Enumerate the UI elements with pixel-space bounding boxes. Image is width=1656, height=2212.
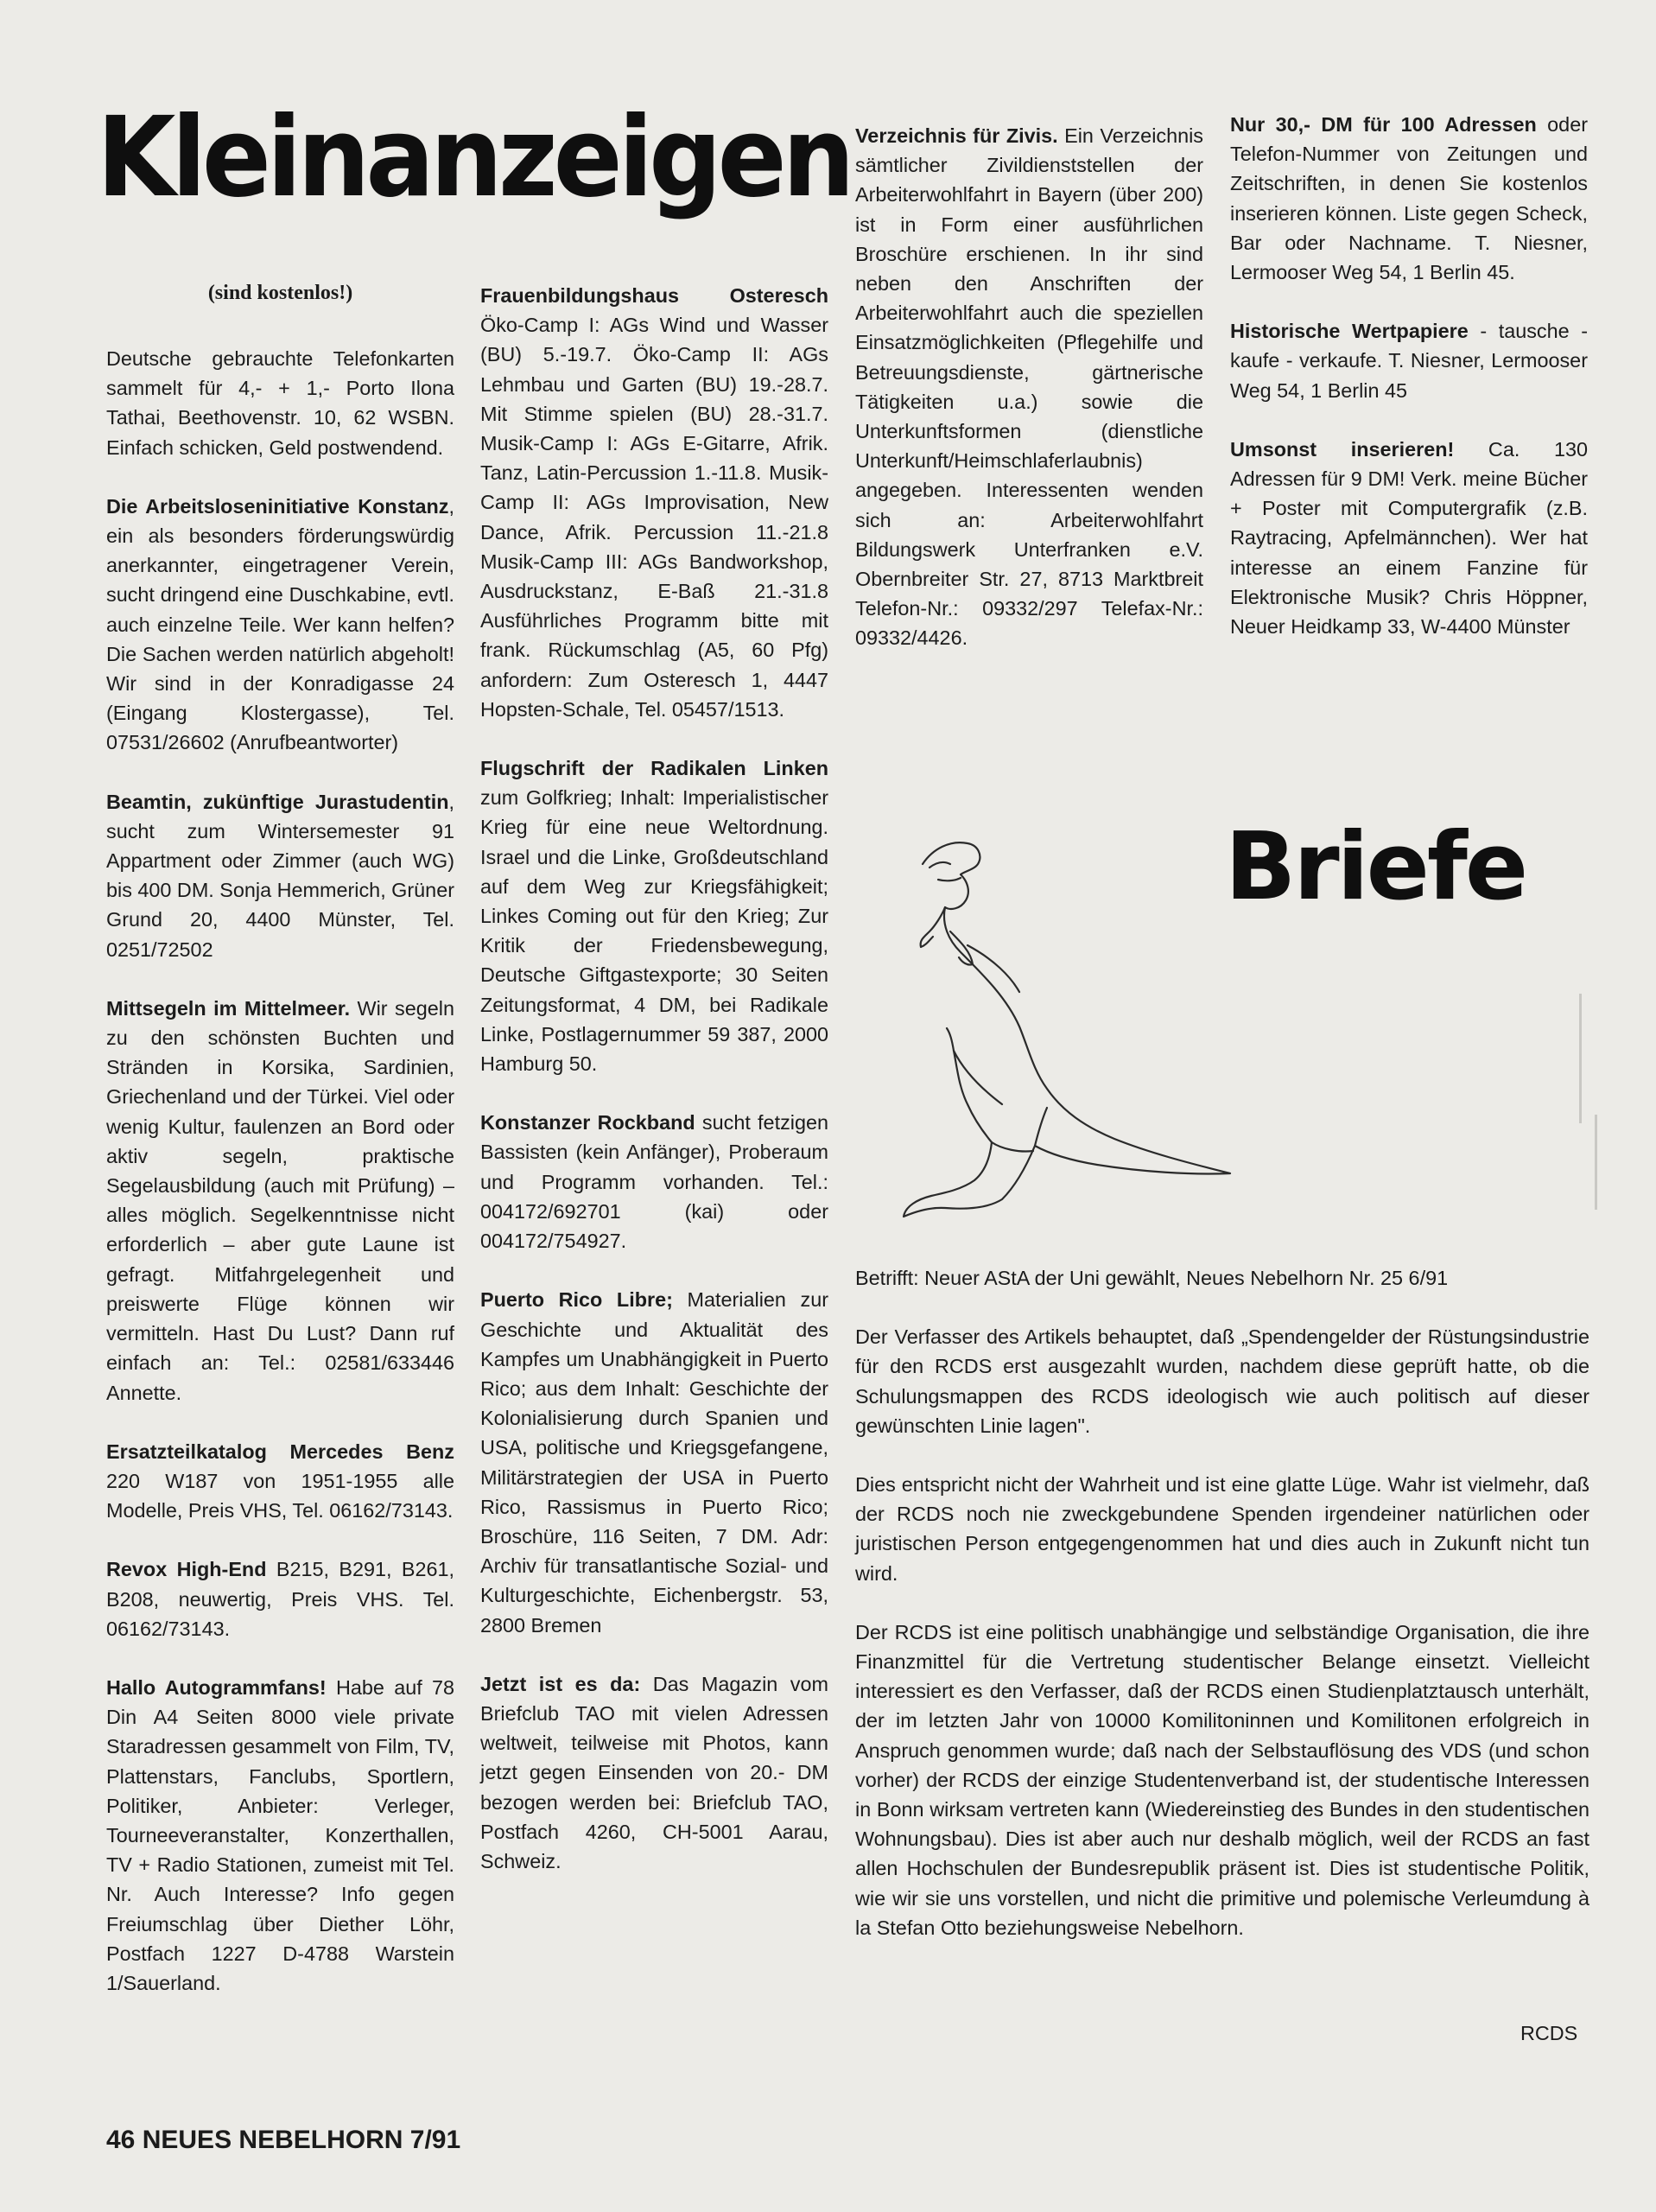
page-footer [106,2126,460,2155]
ad-item: Mittsegeln im Mittelmeer. Wir segeln zu den schönsten Buchten und Stränden in Korsika, Sardinien, Griechenland und der Türkei. Viel oder wenig Kultur, faulenzen an Bord oder aktiv segeln, praktische Segelausbildung (auch mit Prüfung) – alles möglich. Segelkenntnisse nicht erforderlich – aber gute Laune ist gefragt. Mitfahrgelegenheit und preiswerte Flüge können wir vermitteln. Hast Du Lust? Dann ruf einfach an: Tel.: 02581/633446 Annette. [106,996,454,1404]
ad-item: Umsonst inserieren! Ca. 130 Adressen für 9 DM! Verk. meine Bücher + Poster mit Computergrafik (z.B. Raytracing, Apfelmännchen). Wer hat interesse an einem Fanzine für Elektronische Musik? Chris Höppner, Neuer Heidkamp 33, W-4400 Münster [1230,437,1588,639]
ad-item: Ersatzteilkatalog Mercedes Benz 220 W187 von 1951-1955 alle Modelle, Preis VHS, Tel. 06162/73143. [106,1440,454,1522]
ad-item: Puerto Rico Libre; Materialien zur Geschichte und Aktualität des Kampfes um Unabhängigkeit in Puerto Rico; aus dem Inhalt: Geschichte der Kolonialisierung durch Spanien und USA, politische und Kriegsgefangene, Militärstrategien der USA in Puerto Rico, Rassismus in Puerto Rico; Broschüre, 116 Seiten, 7 DM. Adr: Archiv für transatlantische Sozial- und Kulturgeschichte, Eichenbergstr. 53, 2800 Bremen [480,1288,828,1637]
ad-item: Historische Wertpapiere - tausche - kaufe - verkaufe. T. Niesner, Lermooser Weg 54, 1 Berlin 45 [1230,320,1589,402]
section-subtitle: (sind kostenlos!) [207,282,353,304]
section-title-kleinanzeigen: Kleinanzeigen [97,92,851,222]
letter-paragraph: Der Verfasser des Artikels behauptet, daß „Spendengelder der Rüstungsindustrie für den RCDS erst ausgezahlt wurden, nachdem diese geprüft hatte, ob die Schulungsmappen des RCDS ideologisch wie auch politisch auf dieser gewünschten Linie lagen". [855,1325,1589,1437]
letter-paragraph: Der RCDS ist eine politisch unabhängige und selbständige Organisation, die ihre Finanzmittel für die Vertretung studentischer Belange einsetzt. Vielleicht interessiert es den Verfasser, daß der RCDS einen Studienplatztausch unterhält, der im letzten Jahr von 10000 Komilitoninnen und Komilitonen erfolgreich in Anspruch genommen wurde; daß nach der Selbstauflösung des VDS (und schon vorher) der RCDS der einzige Studentenverband ist, der studentische Interessen in Bonn wirksam vertreten kann (Wiedereinstieg des Bundes in den studentischen Wohnungsbau). Dies ist aber auch nur deshalb möglich, weil der RCDS an fast allen Hochschulen der Bundesrepublik präsent ist. Dies ist studentische Politik, wie wir sie uns vorstellen, und nicht die primitive und polemische Verleumdung à la Stefan Otto beziehungsweise Nebelhorn. [855,1620,1589,1939]
section-title-briefe: Briefe [1225,813,1526,921]
ad-item: Jetzt ist es da: Das Magazin vom Briefclub TAO mit vielen Adressen weltweit, teilweise mit Photos, kann jetzt gegen Einsenden von 20.- DM bezogen werden bei: Briefclub TAO, Postfach 4260, CH-5001 Aarau, Schweiz. [480,1672,828,1872]
ad-item: Frauenbildungshaus Osteresch Öko-Camp I: AGs Wind und Wasser (BU) 5.-19.7. Öko-Camp II: AGs Lehmbau und Garten (BU) 19.-28.7. Mit Stimme spielen (BU) 28.-31.7. Musik-Camp I: AGs E-Gitarre, Afrik. Tanz, Latin-Percussion 1.-11.8. Musik-Camp II: AGs Improvisation, New Dance, Afrik. Percussion 11.-21.8 Musik-Camp III: AGs Bandworkshop, Ausdruckstanz, E-Baß 21.-31.8 Ausführliches Programm bitte mit frank. Rückumschlag (A5, 60 Pfg) anfordern: Zum Osteresch 1, 4447 Hopsten-Schale, Tel. 05457/1513. [480,284,828,721]
letter-reference: Betrifft: Neuer AStA der Uni gewählt, Neues Nebelhorn Nr. 25 6/91 [855,1267,1449,1289]
letter-signature: RCDS [1520,2022,1578,2044]
ad-item: Hallo Autogrammfans! Habe auf 78 Din A4 Seiten 8000 viele private Staradressen gesammelt von Film, TV, Plattenstars, Fanclubs, Sportlern, Politiker, Anbieter: Verleger, Tourneeveranstalter, Konzerthallen, TV + Radio Stationen, zumeist mit Tel. Nr. Auch Interesse? Info gegen Freiumschlag über Diether Löhr, Postfach 1227 D-4788 Warstein 1/Sauerland. [106,1675,455,1994]
ad-item: Flugschrift der Radikalen Linken zum Golfkrieg; Inhalt: Imperialistischer Krieg für eine neue Weltordnung. Israel und die Linke, Großdeutschland auf dem Weg zur Kriegsfähigkeit; Linkes Coming out für den Krieg; Zur Kritik der Friedensbewegung, Deutsche Giftgastexporte; 30 Seiten Zeitungsformat, 4 DM, bei Radikale Linke, Postlagernummer 59 387, 2000 Hamburg 50. [480,757,828,1076]
publication-name: NEUES NEBELHORN [142,2126,403,2154]
ad-item: Konstanzer Rockband sucht fetzigen Bassisten (kein Anfänger), Proberaum und Programm vorhanden. Tel.: 004172/692701 (kai) oder 004172/754927. [480,1111,828,1253]
scan-smudge [1595,1115,1597,1210]
page-number: 46 [106,2126,136,2154]
scan-smudge [1579,994,1582,1123]
dinosaur-illustration [881,830,1235,1227]
issue-number: 7/91 [409,2126,461,2154]
ad-item: Beamtin, zukünftige Jurastudentin, sucht zum Wintersemester 91 Appartment oder Zimmer (auch WG) bis 400 DM. Sonja Hemmerich, Grüner Grund 20, 4400 Münster, Tel. 0251/72502 [106,790,454,961]
ad-item: Revox High-End B215, B291, B261, B208, neuwertig, Preis VHS. Tel. 06162/73143. [106,1558,455,1640]
ad-item: Deutsche gebrauchte Telefonkarten sammelt für 4,- + 1,- Porto Ilona Tathai, Beethovenstr. 10, 62 WSBN. Einfach schicken, Geld postwendend. [106,347,454,459]
ad-item: Verzeichnis für Zivis. Ein Verzeichnis sämtlicher Zivildienststellen der Arbeiterwohlfahrt in Bayern (über 200) ist in Form einer ausführlichen Broschüre erschienen. In ihr sind neben den Anschriften der Arbeiterwohlfahrt auch die speziellen Einsatzmöglichkeiten (Pflegehilfe und Betreuungsdienste, gärtnerische Tätigkeiten u.a.) sowie die Unterkunftsformen (dienstliche Unterkunft/Heimschlaferlaubnis) angegeben. Interessenten wenden sich an: Arbeiterwohlfahrt Bildungswerk Unterfranken e.V. Obernbreiter Str. 27, 8713 Marktbreit Telefon-Nr.: 09332/297 Telefax-Nr.: 09332/4426. [855,124,1203,650]
letter-paragraph: Dies entspricht nicht der Wahrheit und ist eine glatte Lüge. Wahr ist vielmehr, daß der RCDS noch nie zweckgebundene Spenden irgendeiner natürlichen oder juristischen Person entgegengenommen hat und dies auch in Zukunft nicht tun wird. [855,1473,1589,1585]
ad-item: Nur 30,- DM für 100 Adressen oder Telefon-Nummer von Zeitungen und Zeitschriften, in denen Sie kostenlos inserieren können. Liste gegen Scheck, Bar oder Nachname. T. Niesner, Lermooser Weg 54, 1 Berlin 45. [1230,113,1588,284]
letter-body [855,1263,1589,1972]
column-4 [1230,110,1588,641]
column-1 [106,344,454,2027]
column-3 [855,121,1203,683]
column-2 [480,281,828,1905]
ad-item: Die Arbeitsloseninitiative Konstanz, ein als besonders förderungswürdig anerkannter, eingetragener Verein, sucht dringend eine Duschkabine, evtl. auch einzelne Teile. Wer kann helfen? Die Sachen werden natürlich abgeholt! Wir sind in der Konradigasse 24 (Eingang Klostergasse), Tel. 07531/26602 (Anrufbeantworter) [106,494,454,754]
